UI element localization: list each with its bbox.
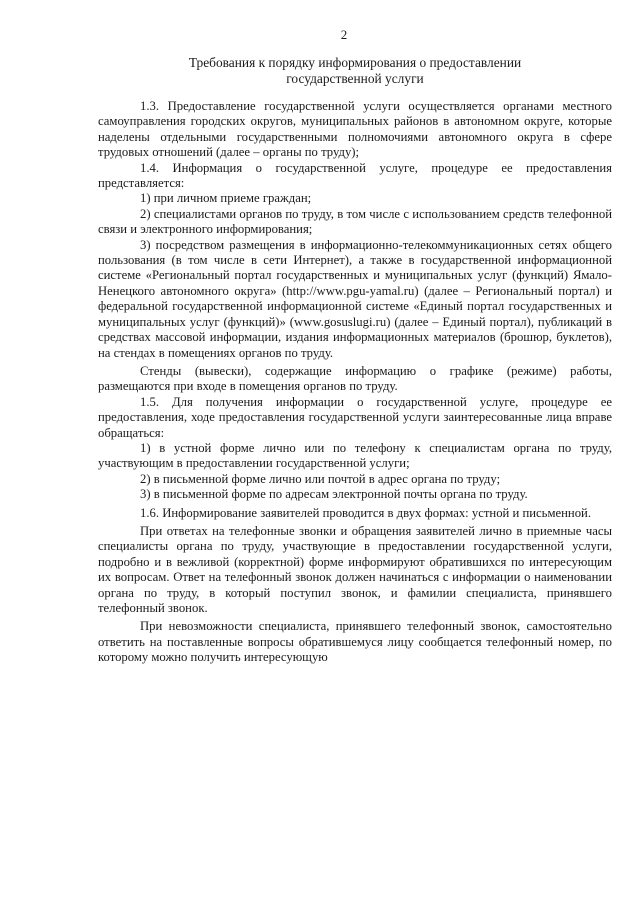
document-body	[98, 99, 612, 666]
paragraph-1-6: 1.6. Информирование заявителей проводится в двух формах: устной и письменной.	[140, 505, 591, 520]
section-title-line-1: Требования к порядку информирования о предоставлении	[188, 55, 522, 70]
list-item-1-5-1: 1) в устной форме лично или по телефону к специалистам органа по труду, участвующим в предоставлении государственной услуги;	[98, 440, 612, 471]
paragraph-1-5: 1.5. Для получения информации о государственной услуге, процедуре ее предоставления, ходе предоставления государственной услуги заинтересованные лица вправе обращаться:	[98, 394, 612, 440]
paragraph-phone-calls: При ответах на телефонные звонки и обращения заявителей лично в приемные часы специалисты органа по труду, участвующие в предоставлении государственной услуги, подробно и в вежливой (корректной) форме информируют обратившихся по интересующим их вопросам. Ответ на телефонный звонок должен начинаться с информации о наименовании органа по труду, в который поступил звонок, и фамилии специалиста, принявшего телефонный звонок.	[98, 523, 612, 615]
list-item-1-4-2: 2) специалистами органов по труду, в том числе с использованием средств телефонной связи и электронного информирования;	[98, 206, 612, 237]
list-item-1-5-2: 2) в письменной форме лично или почтой в адрес органа по труду;	[140, 471, 501, 486]
page-number: 2	[340, 27, 348, 42]
list-item-1-4-3: 3) посредством размещения в информационно-телекоммуникационных сетях общего пользования (в том числе в сети Интернет), а также в государственной информационной системе «Региональный портал государственных и муниципальных услуг (функций) Ямало-Ненецкого автономного округа» (http://www.pgu-yamal.ru) (далее – Региональный портал) и федеральной государственной информационной системе «Единый портал государственных и муниципальных услуг (функций)» (www.gosuslugi.ru) (далее – Единый портал), публикаций в средствах массовой информации, издания информационных материалов (брошюр, буклетов), на стендах в помещениях органов по труду.	[98, 237, 612, 360]
paragraph-1-3: 1.3. Предоставление государственной услуги осуществляется органами местного самоуправления городских округов, муниципальных районов в автономном округе, которые наделены отдельными государственными полномочиями автономного округа в сфере трудовых отношений (далее – органы по труду);	[98, 99, 612, 160]
list-item-1-4-1: 1) при личном приеме граждан;	[140, 191, 312, 206]
paragraph-impossibility: При невозможности специалиста, принявшего телефонный звонок, самостоятельно ответить на поставленные вопросы обратившемуся лицу сообщается телефонный номер, по которому можно получить интересующую	[98, 619, 612, 665]
paragraph-stands: Стенды (вывески), содержащие информацию о графике (режиме) работы, размещаются при входе в помещения органов по труду.	[98, 363, 612, 394]
paragraph-1-4: 1.4. Информация о государственной услуге, процедуре ее предоставления представляется:	[98, 160, 612, 191]
list-item-1-5-3: 3) в письменной форме по адресам электронной почты органа по труду.	[140, 487, 528, 502]
section-title	[98, 55, 612, 87]
section-title-line-2: государственной услуги	[286, 71, 424, 86]
